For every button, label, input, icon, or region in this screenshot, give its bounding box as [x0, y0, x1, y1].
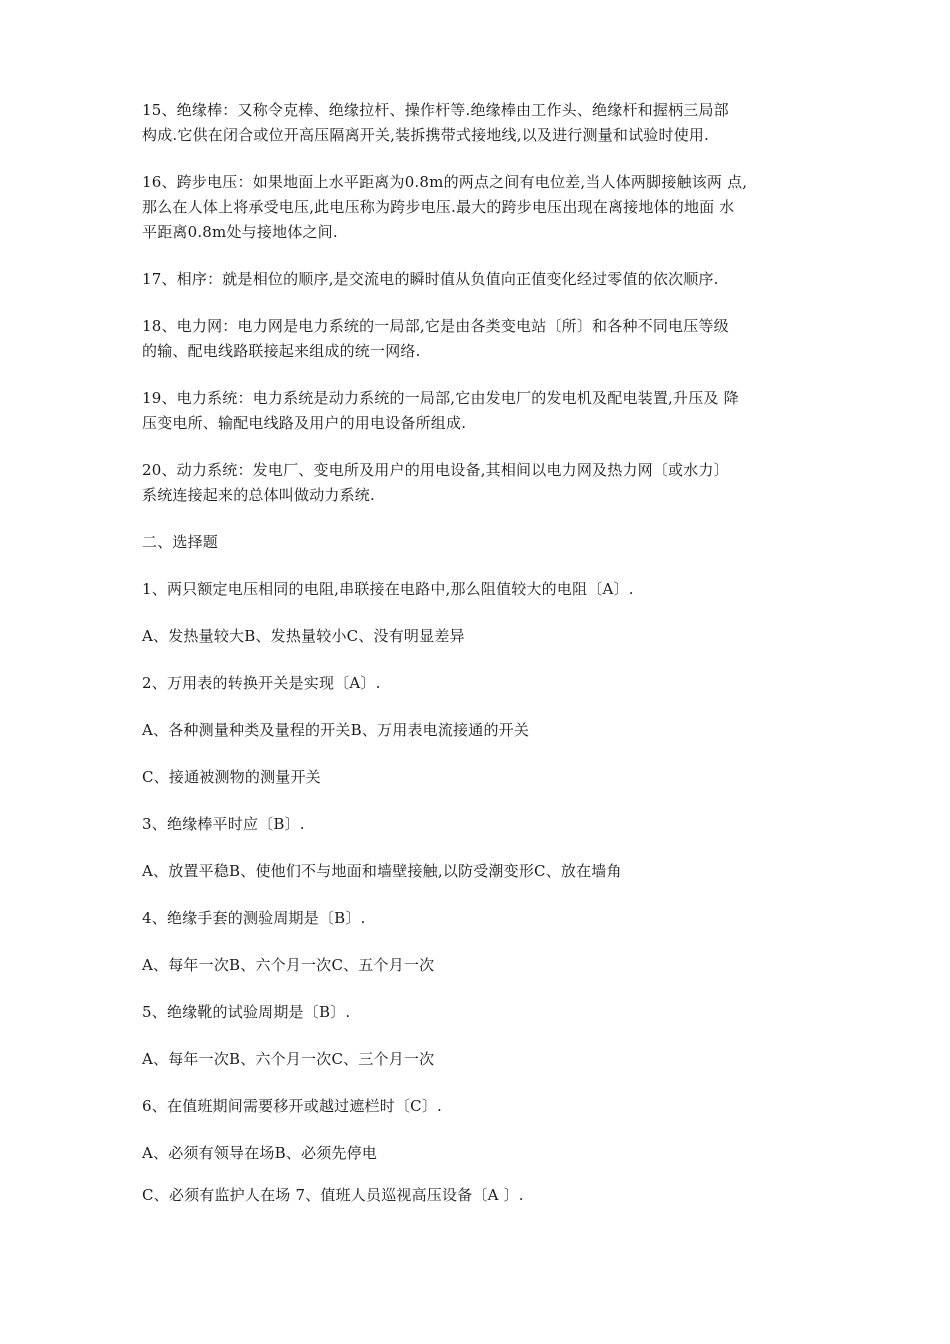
question-3-options: A、放置平稳B、使他们不与地面和墙壁接触,以防受潮变形C、放在墙角	[142, 862, 622, 880]
definition-19	[142, 386, 832, 436]
question-6: 6、在值班期间需要移开或越过遮栏时〔C〕.	[142, 1097, 442, 1115]
definition-18	[142, 314, 832, 364]
text-line: 构成.它供在闭合或位开高压隔离开关,装拆携带式接地线,以及进行测量和试验时使用.	[142, 126, 710, 144]
question-4: 4、绝缘手套的测验周期是〔B〕.	[142, 909, 366, 927]
text-line: 17、相序：就是相位的顺序,是交流电的瞬时值从负值向正值变化经过零值的依次顺序.	[142, 270, 719, 288]
question-1-options: A、发热量较大B、发热量较小C、没有明显差异	[142, 627, 465, 645]
question-4-options: A、每年一次B、六个月一次C、五个月一次	[142, 956, 435, 974]
text-line: 18、电力网：电力网是电力系统的一局部,它是由各类变电站〔所〕和各种不同电压等级	[142, 317, 729, 335]
definition-15	[142, 98, 832, 148]
text-line: 19、电力系统：电力系统是动力系统的一局部,它由发电厂的发电机及配电装置,升压及 降	[142, 389, 739, 407]
text-line: 压变电所、输配电线路及用户的用电设备所组成.	[142, 414, 467, 432]
text-line: 15、绝缘棒：又称令克棒、绝缘拉杆、操作杆等.绝缘棒由工作头、绝缘杆和握柄三局部	[142, 101, 729, 119]
text-line: 20、动力系统：发电厂、变电所及用户的用电设备,其相间以电力网及热力网〔或水力〕	[142, 461, 729, 479]
question-1: 1、两只额定电压相同的电阻,串联接在电路中,那么阻值较大的电阻〔A〕.	[142, 580, 634, 598]
question-2-options: A、各种测量种类及量程的开关B、万用表电流接通的开关	[142, 721, 530, 739]
text-line: 16、跨步电压：如果地面上水平距离为0.8m的两点之间有电位差,当人体两脚接触该两 点,	[142, 173, 748, 191]
definition-17	[142, 267, 832, 292]
question-2: 2、万用表的转换开关是实现〔A〕.	[142, 674, 381, 692]
text-line: 那么在人体上将承受电压,此电压称为跨步电压.最大的跨步电压出现在离接地体的地面 水	[142, 198, 735, 216]
document-body	[142, 98, 832, 1230]
text-line: 的输、配电线路联接起来组成的统一网络.	[142, 342, 421, 360]
text-line: 系统连接起来的总体叫做动力系统.	[142, 486, 375, 504]
question-3: 3、绝缘棒平时应〔B〕.	[142, 815, 305, 833]
question-6-options-cont: C、必须有监护人在场 7、值班人员巡视高压设备〔A 〕.	[142, 1186, 524, 1204]
question-6-options: A、必须有领导在场B、必须先停电	[142, 1144, 378, 1162]
question-2-options-cont: C、接通被测物的测量开关	[142, 768, 321, 786]
text-line: 平距离0.8m处与接地体之间.	[142, 223, 338, 241]
section-heading: 二、选择题	[142, 533, 219, 551]
question-5-options: A、每年一次B、六个月一次C、三个月一次	[142, 1050, 435, 1068]
definition-20	[142, 458, 832, 508]
definition-16	[142, 170, 832, 245]
question-5: 5、绝缘靴的试验周期是〔B〕.	[142, 1003, 351, 1021]
